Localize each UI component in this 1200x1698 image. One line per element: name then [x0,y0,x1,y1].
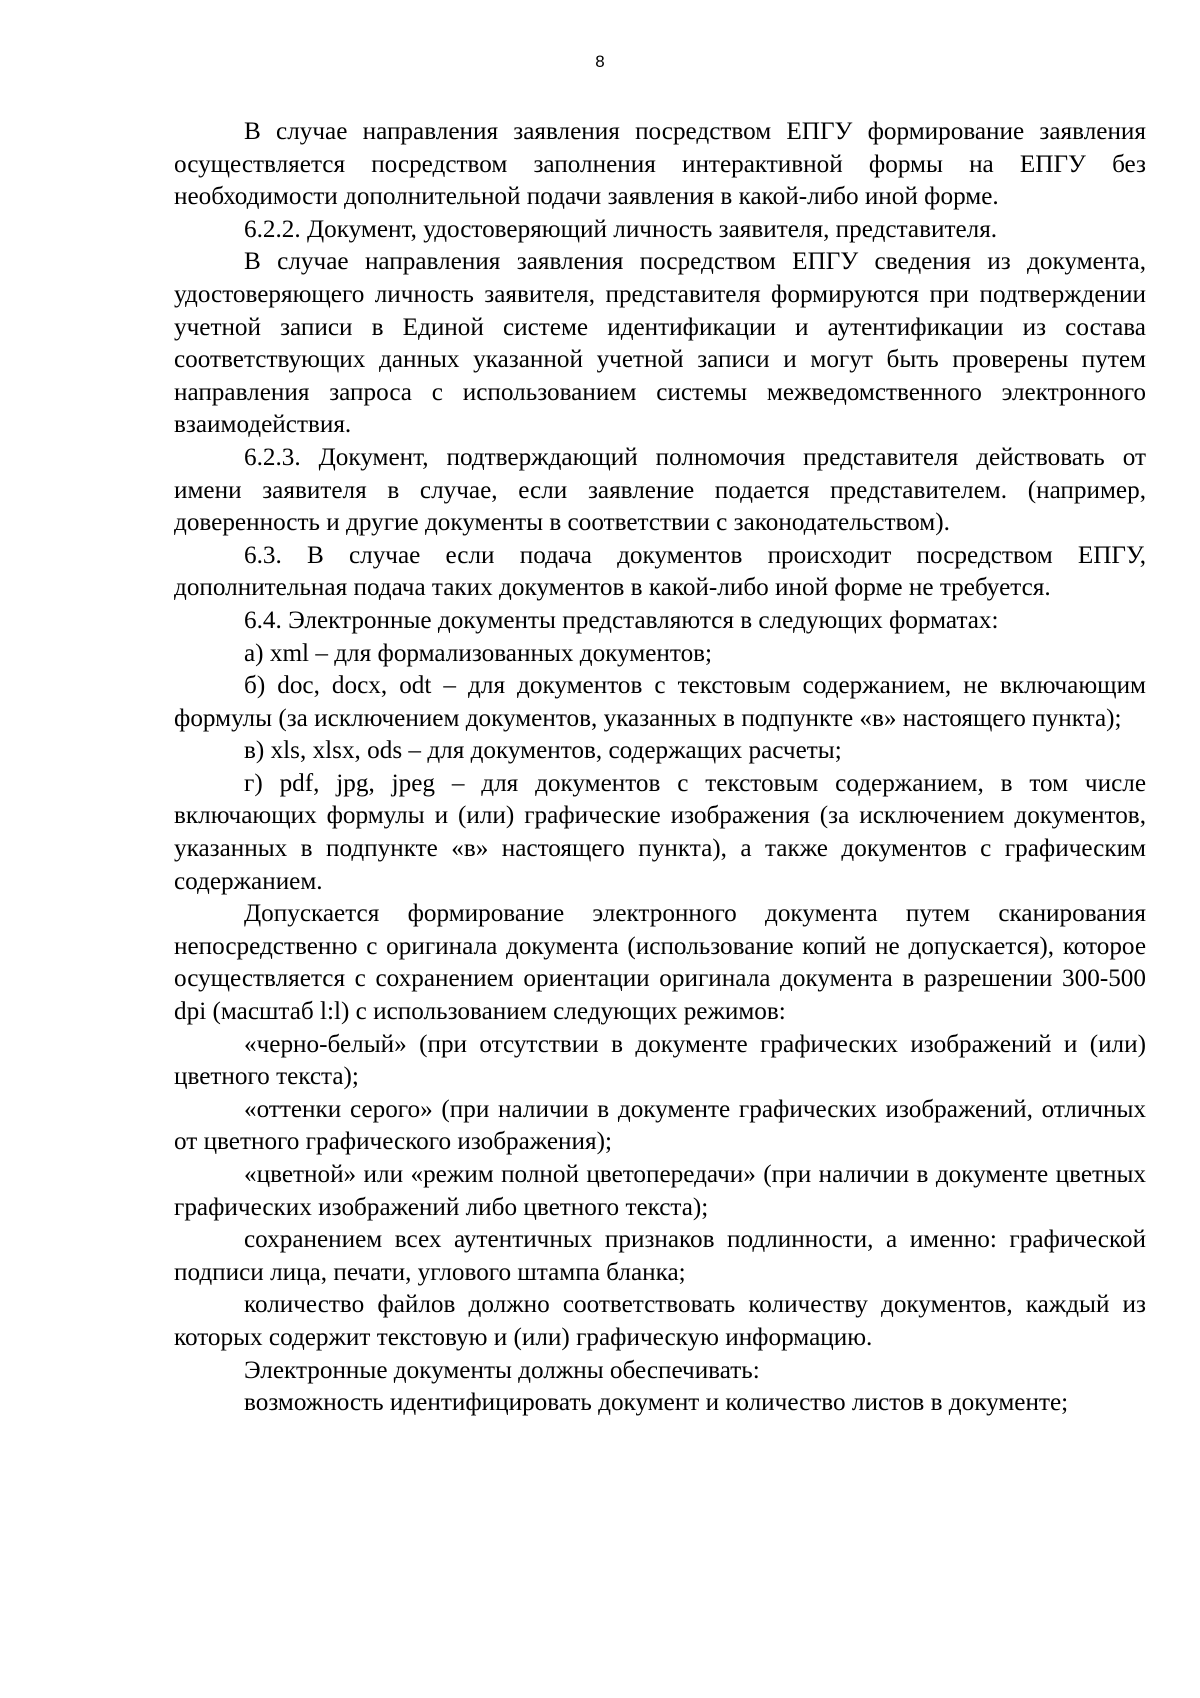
list-item-authenticity-features: сохранением всех аутентичных признаков подлинности, а именно: графической подписи лица, печати, углового штампа бланка; [174,1226,1146,1286]
list-item-format-v-xls: в) xls, xlsx, ods – для документов, содержащих расчеты; [244,737,842,765]
list-item-format-a-xml: а) xml – для формализованных документов; [244,639,713,667]
paragraph-scanning-requirements: Допускается формирование электронного документа путем сканирования непосредственно с оригинала документа (использование копий не допускается), которое осуществляется с сохранением ориентации оригинала документа в разрешении 300-500 dpi (масштаб l:l) с использованием следующих режимов: [174,900,1146,1026]
list-item-mode-grayscale: «оттенки серого» (при наличии в документе графических изображений, отличных от цветного графического изображения); [174,1095,1146,1156]
list-item-format-g-pdf: г) pdf, jpg, jpeg – для документов с текстовым содержанием, в том числе включающих формулы и (или) графические изображения (за исключением документов, указанных в подпункте «в» настоящего пункта), а также документов с графическим содержанием. [174,769,1146,895]
list-item-file-count: количество файлов должно соответствовать количеству документов, каждый из которых содержит текстовую и (или) графическую информацию. [174,1291,1146,1351]
paragraph-6-3-no-additional-submission: 6.3. В случае если подача документов происходит посредством ЕПГУ, дополнительная подача таких документов в какой-либо иной форме не требуется. [174,541,1146,602]
list-item-identify-document: возможность идентифицировать документ и количество листов в документе; [244,1389,1069,1417]
list-item-mode-color: «цветной» или «режим полной цветопередачи» (при наличии в документе цветных графических изображений либо цветного текста); [174,1161,1146,1221]
page-number: 8 [595,52,605,71]
document-body [174,116,1146,1420]
paragraph-6-2-3-representative-authority: 6.2.3. Документ, подтверждающий полномочия представителя действовать от имени заявителя в случае, если заявление подается представителем. (например, доверенность и другие документы в соответствии с законодательством). [174,443,1146,537]
paragraph-epgu-application-form: В случае направления заявления посредством ЕПГУ формирование заявления осуществляется посредством заполнения интерактивной формы на ЕПГУ без необходимости дополнительной подачи заявления в какой-либо иной форме. [174,118,1146,211]
paragraph-identity-data-from-esia: В случае направления заявления посредством ЕПГУ сведения из документа, удостоверяющего личность заявителя, представителя формируются при подтверждении учетной записи в Единой системе идентификации и аутентификации из состава соответствующих данных указанной учетной записи и могут быть проверены путем направления запроса с использованием системы межведомственного электронного взаимодействия. [174,248,1146,439]
paragraph-6-2-2-identity-document: 6.2.2. Документ, удостоверяющий личность заявителя, представителя. [244,215,998,243]
list-item-format-b-doc: б) doc, docx, odt – для документов с текстовым содержанием, не включающим формулы (за исключением документов, указанных в подпункте «в» настоящего пункта); [174,672,1146,732]
paragraph-6-4-electronic-formats: 6.4. Электронные документы представляются в следующих форматах: [244,606,999,634]
paragraph-electronic-documents-must: Электронные документы должны обеспечивать: [244,1356,760,1384]
list-item-mode-black-white: «черно-белый» (при отсутствии в документе графических изображений и (или) цветного текста); [174,1030,1146,1091]
